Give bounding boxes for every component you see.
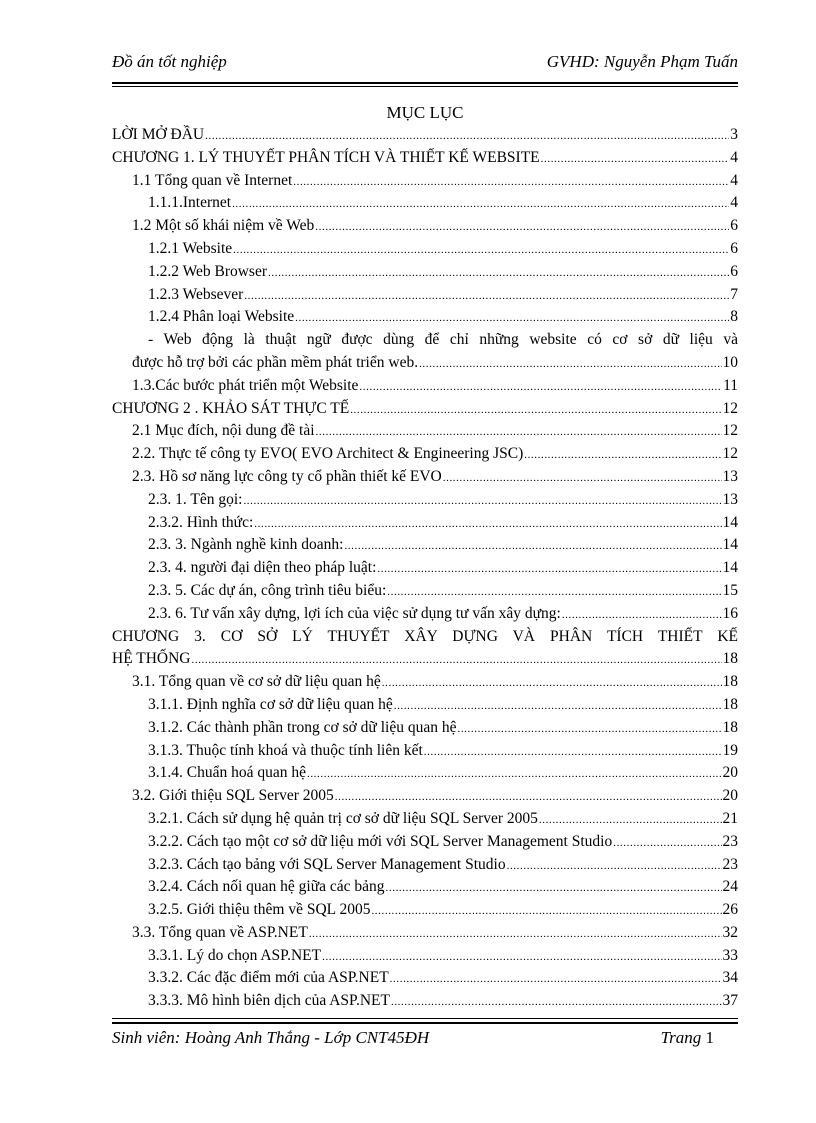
toc-leader-dots (268, 262, 729, 284)
toc-entry-text: 1.2 Một số khái niệm về Web (132, 217, 315, 235)
toc-leader-dots (244, 285, 729, 307)
toc-entry-text[interactable]: CHƯƠNG 3. CƠ SỞ LÝ THUYẾT XÂY DỰNG VÀ PHÂN TÍCH THIẾT KẾ (112, 627, 738, 645)
toc-entry-text: 3.3.2. Các đặc điểm mới của ASP.NET (148, 969, 389, 987)
toc-page-number: 16 (722, 604, 738, 622)
toc-page-number: 14 (722, 513, 738, 531)
toc-entry[interactable] (112, 808, 738, 831)
toc-entry-text: 1.2.3 Websever (148, 285, 244, 303)
toc-entry-text: 3.3.3. Mô hình biên dịch của ASP.NET (148, 992, 390, 1010)
toc-entry[interactable] (112, 762, 738, 785)
toc-entry[interactable] (112, 238, 738, 261)
toc-page-number: 12 (722, 399, 738, 417)
toc-entry[interactable] (112, 512, 738, 535)
toc-entry-text: 3.3. Tổng quan về ASP.NET (132, 923, 308, 941)
toc-page-number: 32 (722, 923, 738, 941)
toc-entry-text: 1.2.1 Website (148, 239, 233, 257)
page-header (112, 50, 738, 80)
toc-entry[interactable] (112, 899, 738, 922)
toc-leader-dots (309, 923, 722, 945)
toc-page-number: 18 (722, 673, 738, 691)
toc-leader-dots (315, 216, 729, 238)
toc-leader-dots (382, 672, 722, 694)
toc-leader-dots (443, 467, 722, 489)
header-rule-thin (112, 86, 738, 87)
header-rule (112, 82, 738, 84)
toc-page-number: 23 (722, 855, 738, 873)
toc-page-number: 3 (730, 126, 738, 143)
toc-entry-text: 2.3.2. Hình thức: (148, 513, 254, 531)
toc-page-number: 18 (722, 718, 738, 736)
toc-entry-text: 3.1.3. Thuộc tính khoá và thuộc tính liên kết (148, 741, 423, 759)
toc-entry-text: 2.3. 6. Tư vấn xây dựng, lợi ích của việc sử dụng tư vấn xây dựng: (148, 604, 561, 622)
toc-leader-dots (350, 399, 721, 421)
toc-page-number: 33 (722, 946, 738, 964)
toc-entry[interactable] (112, 694, 738, 717)
toc-entry-text: 2.1 Mục đích, nội dung đề tài (132, 422, 315, 440)
toc-page-number: 26 (722, 901, 738, 919)
toc-entry-text: CHƯƠNG 2 . KHẢO SÁT THỰC TẾ (112, 399, 350, 417)
toc-entry[interactable] (112, 147, 738, 170)
toc-entry[interactable] (112, 192, 738, 215)
page-footer (112, 1028, 738, 1056)
toc-page-number: 23 (722, 832, 738, 850)
toc-entry[interactable] (112, 580, 738, 603)
toc-entry-text: 2.3. Hồ sơ năng lực công ty cổ phần thiết kế EVO (132, 467, 442, 485)
toc-entry[interactable] (112, 375, 738, 398)
toc-entry-text: 2.3. 1. Tên gọi: (148, 490, 243, 508)
toc-entry[interactable] (112, 398, 738, 421)
toc-leader-dots (371, 900, 721, 922)
toc-entry-text: 2.3. 5. Các dự án, công trình tiêu biểu: (148, 581, 387, 599)
header-right-text: GVHD: Nguyễn Phạm Tuấn (546, 52, 738, 71)
toc-leader-dots (316, 421, 722, 443)
toc-leader-dots (233, 239, 729, 261)
toc-entry-text: 1.2.2 Web Browser (148, 262, 268, 280)
toc-entry-text: HỆ THỐNG (112, 650, 191, 668)
toc-leader-dots (307, 763, 722, 785)
toc-leader-dots (394, 695, 722, 717)
toc-page-number: 6 (730, 239, 738, 257)
toc-entry[interactable] (112, 534, 738, 557)
toc-entry-text: 2.3. 4. người đại diện theo pháp luật: (148, 559, 377, 577)
toc-page-number: 14 (722, 559, 738, 577)
toc-entry-text: 1.1.1.Internet (148, 194, 232, 212)
toc-entry[interactable] (112, 306, 738, 329)
toc-page-number: 34 (722, 969, 738, 987)
toc-leader-dots (232, 193, 729, 215)
toc-leader-dots (457, 718, 721, 740)
toc-page-number: 12 (722, 422, 738, 440)
toc-leader-dots (539, 809, 722, 831)
toc-page-number: 18 (722, 695, 738, 713)
toc-page-number: 21 (722, 809, 738, 827)
toc-leader-dots (243, 490, 721, 512)
toc-leader-dots (322, 946, 721, 968)
footer-rule (112, 1022, 738, 1024)
toc-page-number: 6 (730, 262, 738, 280)
toc-leader-dots (377, 558, 721, 580)
toc-entry-text: 2.2. Thực tế công ty EVO( EVO Architect & Engineering JSC) (132, 445, 524, 463)
toc-page-number: 14 (722, 536, 738, 554)
toc-entry-text: 3.3.1. Lý do chọn ASP.NET (148, 946, 322, 964)
toc-entry[interactable] (112, 785, 738, 808)
toc-entry-text: 1.1 Tổng quan về Internet (132, 171, 293, 189)
toc-entry[interactable] (112, 876, 738, 899)
toc-entry-text: 1.2.4 Phân loại Website (148, 308, 295, 326)
toc-entry-text: 3.1.4. Chuẩn hoá quan hệ (148, 764, 306, 782)
toc-entry-text: được hỗ trợ bởi các phần mềm phát triển web. (132, 353, 419, 371)
table-of-contents (112, 124, 738, 1013)
toc-page-number: 20 (722, 764, 738, 782)
footer-rule-thin (112, 1018, 738, 1019)
toc-page-number: 18 (722, 650, 738, 668)
toc-leader-dots (344, 535, 721, 557)
toc-page-number: 15 (722, 581, 738, 599)
toc-entry-text: LỜI MỞ ĐẦU (112, 126, 205, 143)
header-left-text: Đồ án tốt nghiệp (112, 52, 227, 71)
toc-entry-text: 3.1.2. Các thành phần trong cơ sở dữ liệu quan hệ (148, 718, 457, 736)
toc-leader-dots (254, 513, 721, 535)
toc-entry[interactable] (112, 489, 738, 512)
toc-entry-text: CHƯƠNG 1. LÝ THUYẾT PHÂN TÍCH VÀ THIẾT KẾ WEBSITE (112, 148, 540, 166)
toc-page-number: 6 (730, 217, 738, 235)
toc-entry-text: 3.2.5. Giới thiệu thêm về SQL 2005 (148, 901, 371, 919)
toc-leader-dots (387, 581, 721, 603)
toc-leader-dots (386, 877, 722, 899)
toc-leader-dots (359, 376, 722, 398)
toc-entry[interactable] (112, 420, 738, 443)
toc-entry-text: 3.2.2. Cách tạo một cơ sở dữ liệu mới với SQL Server Management Studio (148, 832, 613, 850)
toc-page-number: 24 (722, 878, 738, 896)
toc-entry[interactable] (112, 922, 738, 945)
toc-entry[interactable] (112, 603, 738, 626)
footer-page-number: 1 (705, 1028, 714, 1047)
toc-entry[interactable] (112, 215, 738, 238)
footer-page-label: Trang (660, 1028, 702, 1047)
toc-entry-text: 3.2. Giới thiệu SQL Server 2005 (132, 787, 334, 805)
toc-leader-dots (293, 171, 729, 193)
toc-leader-dots (335, 786, 722, 808)
toc-leader-dots (541, 148, 730, 170)
toc-page-number: 4 (730, 194, 738, 212)
toc-page-number: 7 (730, 285, 738, 303)
toc-entry-text: 3.1. Tổng quan về cơ sở dữ liệu quan hệ (132, 673, 381, 691)
toc-entry-text[interactable]: - Web động là thuật ngữ được dùng để chỉ những website có cơ sở dữ liệu và (148, 331, 738, 349)
toc-page-number: 13 (722, 467, 738, 485)
toc-entry[interactable] (112, 124, 738, 147)
footer-page (661, 1028, 714, 1048)
toc-entry-text: 3.2.1. Cách sử dụng hệ quản trị cơ sở dữ liệu SQL Server 2005 (148, 809, 538, 827)
toc-entry[interactable] (112, 717, 738, 740)
toc-leader-dots (391, 991, 722, 1013)
toc-page-number: 4 (730, 171, 738, 189)
toc-entry[interactable] (112, 967, 738, 990)
toc-entry-text: 2.3. 3. Ngành nghề kinh doanh: (148, 536, 344, 554)
toc-leader-dots (507, 855, 722, 877)
toc-leader-dots (390, 968, 722, 990)
toc-entry[interactable] (112, 671, 738, 694)
footer-student-text: Sinh viên: Hoàng Anh Thắng - Lớp CNT45ĐH (112, 1028, 430, 1047)
toc-leader-dots (613, 832, 721, 854)
toc-entry[interactable] (112, 945, 738, 968)
toc-page-number: 13 (722, 490, 738, 508)
toc-entry[interactable] (112, 990, 738, 1013)
toc-title: MỤC LỤC (386, 103, 464, 122)
toc-page-number: 20 (722, 787, 738, 805)
toc-entry[interactable] (112, 648, 738, 671)
toc-leader-dots (562, 604, 722, 626)
toc-entry[interactable] (112, 443, 738, 466)
toc-page-number: 8 (730, 308, 738, 326)
toc-entry-text: 3.2.4. Cách nối quan hệ giữa các bảng (148, 878, 385, 896)
toc-entry[interactable] (112, 261, 738, 284)
toc-leader-dots (524, 444, 721, 466)
toc-leader-dots (205, 125, 729, 147)
toc-page-number: 10 (722, 353, 738, 371)
toc-entry[interactable] (112, 831, 738, 854)
toc-entry[interactable] (112, 466, 738, 489)
toc-entry-text: 3.2.3. Cách tạo bảng với SQL Server Management Studio (148, 855, 506, 873)
toc-entry[interactable] (112, 352, 738, 375)
toc-leader-dots (419, 353, 721, 375)
toc-entry-text: 3.1.1. Định nghĩa cơ sở dữ liệu quan hệ (148, 695, 393, 713)
toc-entry[interactable] (112, 854, 738, 877)
toc-leader-dots (295, 307, 729, 329)
toc-page-number: 19 (722, 741, 738, 759)
toc-page-number: 37 (722, 992, 738, 1010)
toc-page-number: 4 (730, 148, 738, 166)
toc-entry[interactable] (112, 557, 738, 580)
toc-page-number: 12 (722, 445, 738, 463)
toc-entry[interactable] (112, 284, 738, 307)
toc-entry[interactable] (112, 740, 738, 763)
toc-leader-dots (424, 741, 722, 763)
toc-entry-text: 1.3.Các bước phát triển một Website (132, 376, 359, 394)
toc-page-number: 11 (723, 376, 738, 394)
toc-entry[interactable] (112, 170, 738, 193)
toc-leader-dots (192, 649, 722, 671)
